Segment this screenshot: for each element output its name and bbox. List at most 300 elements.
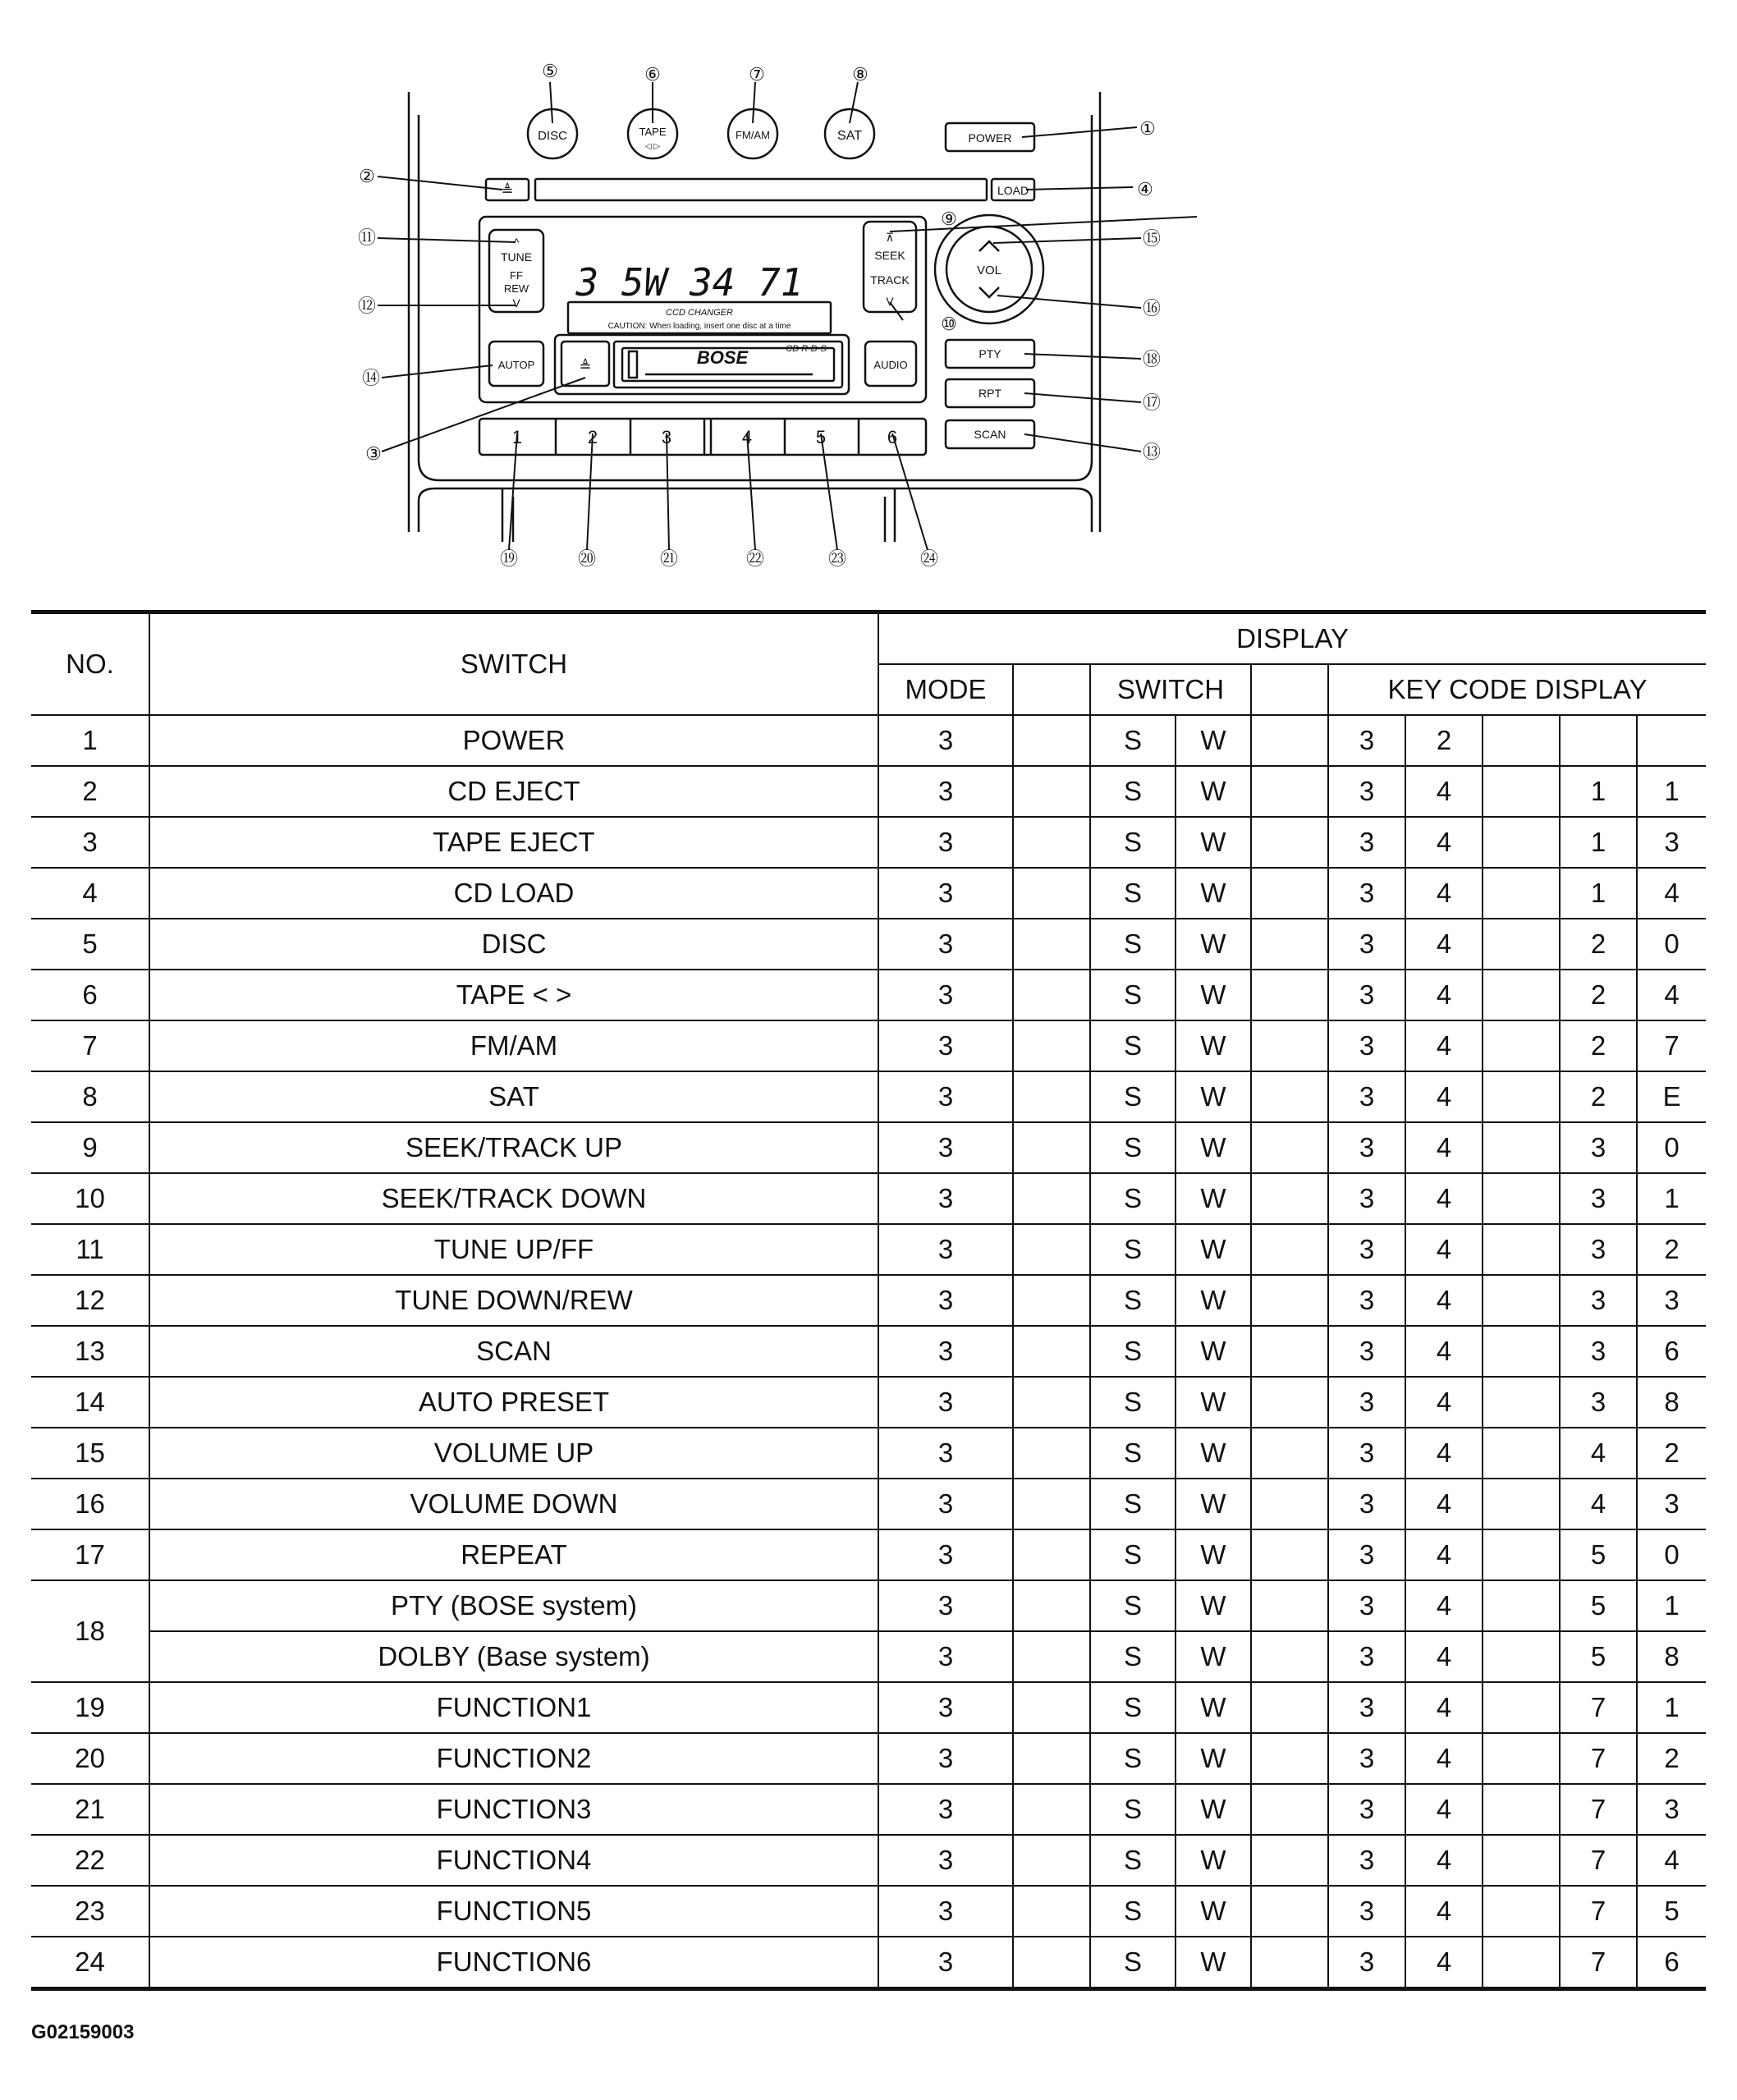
cell-key-4: 6 bbox=[1637, 1326, 1706, 1377]
cd-load-label: LOAD bbox=[997, 184, 1029, 197]
cell-blank bbox=[1013, 1173, 1090, 1224]
cell-switch: CD EJECT bbox=[149, 766, 878, 817]
header-blank-2 bbox=[1251, 664, 1328, 715]
table-row bbox=[31, 1224, 1706, 1275]
cell-key-2: 4 bbox=[1405, 1275, 1483, 1326]
cell-key-2: 4 bbox=[1405, 1428, 1483, 1479]
cell-no: 19 bbox=[31, 1682, 149, 1733]
rpt-button[interactable] bbox=[946, 379, 1034, 407]
cell-blank bbox=[1251, 1580, 1328, 1631]
tune-label: TUNE bbox=[500, 250, 533, 264]
cell-switch: TUNE UP/FF bbox=[149, 1224, 878, 1275]
cell-key-4 bbox=[1637, 715, 1706, 766]
cell-switch-w: W bbox=[1176, 1529, 1251, 1580]
cell-no: 4 bbox=[31, 868, 149, 919]
cell-blank bbox=[1013, 1479, 1090, 1529]
table-row bbox=[31, 1733, 1706, 1784]
cell-key-1: 3 bbox=[1328, 1326, 1405, 1377]
cell-blank bbox=[1483, 868, 1560, 919]
cell-blank bbox=[1483, 1377, 1560, 1428]
cd-slot bbox=[535, 179, 987, 200]
cell-switch-s: S bbox=[1090, 1733, 1176, 1784]
cell-switch-s: S bbox=[1090, 1937, 1176, 1989]
tune-up-arrow-icon: ^ bbox=[513, 236, 520, 249]
cell-blank bbox=[1483, 715, 1560, 766]
cell-key-3: 1 bbox=[1560, 766, 1637, 817]
cell-key-4: 0 bbox=[1637, 919, 1706, 970]
cell-key-1: 3 bbox=[1328, 1631, 1405, 1682]
cell-switch-w: W bbox=[1176, 817, 1251, 868]
cell-blank bbox=[1483, 1020, 1560, 1071]
cell-blank bbox=[1251, 1682, 1328, 1733]
cell-mode: 3 bbox=[878, 766, 1013, 817]
cell-no: 23 bbox=[31, 1886, 149, 1937]
cell-switch: REPEAT bbox=[149, 1529, 878, 1580]
cell-switch-s: S bbox=[1090, 919, 1176, 970]
cell-blank bbox=[1013, 1377, 1090, 1428]
cell-key-2: 4 bbox=[1405, 1071, 1483, 1122]
cell-key-3: 7 bbox=[1560, 1886, 1637, 1937]
cell-key-1: 3 bbox=[1328, 817, 1405, 868]
cell-mode: 3 bbox=[878, 1428, 1013, 1479]
radio-unit-diagram bbox=[0, 0, 1737, 591]
cell-key-3: 7 bbox=[1560, 1937, 1637, 1989]
cell-switch: PTY (BOSE system) bbox=[149, 1580, 878, 1631]
cell-mode: 3 bbox=[878, 1937, 1013, 1989]
fm-am-button-label: FM/AM bbox=[736, 129, 770, 141]
cell-key-2: 4 bbox=[1405, 766, 1483, 817]
cell-blank bbox=[1013, 817, 1090, 868]
cell-blank bbox=[1251, 1631, 1328, 1682]
cell-switch: TAPE EJECT bbox=[149, 817, 878, 868]
scan-label: SCAN bbox=[974, 428, 1006, 441]
cell-key-4: 4 bbox=[1637, 1835, 1706, 1886]
cell-blank bbox=[1251, 919, 1328, 970]
radio-unit-illustration bbox=[0, 0, 1737, 591]
seek-track-rocker[interactable] bbox=[864, 222, 916, 312]
lcd-display bbox=[568, 260, 831, 333]
cell-blank bbox=[1251, 1275, 1328, 1326]
cell-switch-s: S bbox=[1090, 1428, 1176, 1479]
cell-switch-w: W bbox=[1176, 970, 1251, 1020]
cd-changer-label: CCD CHANGER bbox=[666, 308, 733, 318]
pty-button[interactable] bbox=[946, 340, 1034, 368]
cell-mode: 3 bbox=[878, 1326, 1013, 1377]
cell-switch-w: W bbox=[1176, 1682, 1251, 1733]
table-row bbox=[31, 1835, 1706, 1886]
cell-blank bbox=[1013, 715, 1090, 766]
cell-blank bbox=[1251, 1377, 1328, 1428]
tape-deck bbox=[555, 335, 849, 394]
cell-blank bbox=[1483, 970, 1560, 1020]
cell-switch-w: W bbox=[1176, 1224, 1251, 1275]
cell-mode: 3 bbox=[878, 970, 1013, 1020]
cell-blank bbox=[1251, 1428, 1328, 1479]
cell-blank bbox=[1013, 1326, 1090, 1377]
cell-switch: CD LOAD bbox=[149, 868, 878, 919]
power-button[interactable] bbox=[946, 123, 1034, 151]
cell-blank bbox=[1483, 766, 1560, 817]
cell-key-2: 4 bbox=[1405, 1886, 1483, 1937]
cell-blank bbox=[1483, 1122, 1560, 1173]
caution-label: CAUTION: When loading, insert one disc at a time bbox=[607, 322, 791, 331]
cell-key-4: 8 bbox=[1637, 1377, 1706, 1428]
cell-key-2: 4 bbox=[1405, 1377, 1483, 1428]
cell-switch-s: S bbox=[1090, 1479, 1176, 1529]
table-header bbox=[31, 612, 1706, 716]
cell-blank bbox=[1013, 1071, 1090, 1122]
table-row bbox=[31, 1428, 1706, 1479]
table-row bbox=[31, 1937, 1706, 1989]
cell-no: 3 bbox=[31, 817, 149, 868]
cell-switch-s: S bbox=[1090, 1631, 1176, 1682]
table-row bbox=[31, 1020, 1706, 1071]
chassis-outline bbox=[409, 92, 1100, 542]
callout-11: ⑪ bbox=[357, 227, 377, 248]
sat-button-label: SAT bbox=[837, 129, 862, 143]
callout-24: ㉔ bbox=[919, 548, 939, 569]
cell-blank bbox=[1013, 919, 1090, 970]
cell-key-4: 3 bbox=[1637, 1479, 1706, 1529]
table-row bbox=[31, 868, 1706, 919]
cell-blank bbox=[1483, 1529, 1560, 1580]
cell-key-2: 4 bbox=[1405, 1224, 1483, 1275]
cell-blank bbox=[1013, 970, 1090, 1020]
cell-switch: AUTO PRESET bbox=[149, 1377, 878, 1428]
cell-switch-w: W bbox=[1176, 1886, 1251, 1937]
cell-blank bbox=[1483, 1580, 1560, 1631]
cell-no: 2 bbox=[31, 766, 149, 817]
cell-blank bbox=[1013, 1020, 1090, 1071]
cell-switch-w: W bbox=[1176, 868, 1251, 919]
cell-key-4: 1 bbox=[1637, 1682, 1706, 1733]
cell-key-3: 3 bbox=[1560, 1173, 1637, 1224]
cell-key-1: 3 bbox=[1328, 715, 1405, 766]
lcd-readout: 3 5W 34 71 bbox=[575, 260, 804, 305]
cell-blank bbox=[1013, 1631, 1090, 1682]
cell-key-1: 3 bbox=[1328, 1224, 1405, 1275]
cell-key-4: 2 bbox=[1637, 1733, 1706, 1784]
callout-6: ⑥ bbox=[644, 64, 661, 85]
callout-9: ⑨ bbox=[941, 209, 957, 229]
preset-1-button[interactable]: 1 bbox=[511, 427, 523, 447]
audio-button[interactable] bbox=[865, 342, 916, 386]
cell-blank bbox=[1483, 1937, 1560, 1989]
cell-no: 9 bbox=[31, 1122, 149, 1173]
cell-no: 22 bbox=[31, 1835, 149, 1886]
cell-no: 11 bbox=[31, 1224, 149, 1275]
cell-key-4: 1 bbox=[1637, 1173, 1706, 1224]
cell-key-1: 3 bbox=[1328, 1886, 1405, 1937]
pty-label: PTY bbox=[978, 347, 1001, 360]
cell-blank bbox=[1483, 1784, 1560, 1835]
cell-blank bbox=[1251, 1122, 1328, 1173]
cell-key-4: 8 bbox=[1637, 1631, 1706, 1682]
cell-switch-s: S bbox=[1090, 1529, 1176, 1580]
cell-key-1: 3 bbox=[1328, 1784, 1405, 1835]
cell-key-4: 1 bbox=[1637, 766, 1706, 817]
cell-switch-s: S bbox=[1090, 1173, 1176, 1224]
cell-no: 21 bbox=[31, 1784, 149, 1835]
cell-key-3: 5 bbox=[1560, 1580, 1637, 1631]
cell-switch-w: W bbox=[1176, 1020, 1251, 1071]
header-display: DISPLAY bbox=[878, 612, 1706, 665]
cell-blank bbox=[1483, 817, 1560, 868]
cell-switch-s: S bbox=[1090, 868, 1176, 919]
cell-no: 7 bbox=[31, 1020, 149, 1071]
sat-button[interactable] bbox=[825, 109, 874, 158]
cell-key-1: 3 bbox=[1328, 1020, 1405, 1071]
cell-no: 6 bbox=[31, 970, 149, 1020]
cell-no: 16 bbox=[31, 1479, 149, 1529]
cell-blank bbox=[1251, 1173, 1328, 1224]
cell-key-4: 2 bbox=[1637, 1428, 1706, 1479]
preset-6-button[interactable]: 6 bbox=[887, 427, 898, 447]
cell-switch-w: W bbox=[1176, 1122, 1251, 1173]
cell-key-1: 3 bbox=[1328, 1479, 1405, 1529]
callout-3: ③ bbox=[365, 443, 382, 464]
preset-2-button[interactable]: 2 bbox=[587, 427, 598, 447]
callout-17: ⑰ bbox=[1142, 392, 1162, 413]
cell-key-1: 3 bbox=[1328, 1937, 1405, 1989]
cell-key-4: 3 bbox=[1637, 1275, 1706, 1326]
table-row bbox=[31, 1122, 1706, 1173]
audio-label: AUDIO bbox=[873, 359, 908, 371]
rds-logo: CD R·D·S bbox=[786, 344, 827, 354]
cell-blank bbox=[1483, 1224, 1560, 1275]
cell-key-3: 4 bbox=[1560, 1479, 1637, 1529]
cell-switch-w: W bbox=[1176, 1479, 1251, 1529]
cell-key-2: 4 bbox=[1405, 1682, 1483, 1733]
cell-blank bbox=[1251, 817, 1328, 868]
cell-key-4: 3 bbox=[1637, 1784, 1706, 1835]
cell-switch: DISC bbox=[149, 919, 878, 970]
cell-switch: POWER bbox=[149, 715, 878, 766]
cell-key-1: 3 bbox=[1328, 868, 1405, 919]
cell-key-3: 3 bbox=[1560, 1377, 1637, 1428]
seek-down-arrow-icon: V bbox=[886, 295, 894, 308]
cell-blank bbox=[1013, 1122, 1090, 1173]
cell-key-1: 3 bbox=[1328, 970, 1405, 1020]
cell-key-1: 3 bbox=[1328, 1733, 1405, 1784]
callout-15: ⑮ bbox=[1142, 228, 1162, 249]
cell-key-2: 4 bbox=[1405, 1020, 1483, 1071]
cell-blank bbox=[1483, 1071, 1560, 1122]
bose-logo: BOSE bbox=[696, 347, 749, 368]
cell-key-2: 4 bbox=[1405, 1937, 1483, 1989]
tune-down-arrow-icon: V bbox=[512, 296, 520, 309]
header-no: NO. bbox=[31, 612, 149, 716]
callout-16: ⑯ bbox=[1142, 298, 1162, 319]
cell-key-1: 3 bbox=[1328, 1682, 1405, 1733]
cell-switch-w: W bbox=[1176, 1580, 1251, 1631]
cell-switch: VOLUME DOWN bbox=[149, 1479, 878, 1529]
cell-switch-w: W bbox=[1176, 766, 1251, 817]
preset-5-button[interactable]: 5 bbox=[815, 427, 827, 447]
cell-mode: 3 bbox=[878, 1275, 1013, 1326]
cell-key-2: 4 bbox=[1405, 1326, 1483, 1377]
cell-key-3: 5 bbox=[1560, 1631, 1637, 1682]
cell-key-4: 6 bbox=[1637, 1937, 1706, 1989]
cell-key-1: 3 bbox=[1328, 1173, 1405, 1224]
cell-switch-w: W bbox=[1176, 1937, 1251, 1989]
preset-3-button[interactable]: 3 bbox=[661, 427, 672, 447]
cell-key-2: 4 bbox=[1405, 1122, 1483, 1173]
cell-switch-s: S bbox=[1090, 1275, 1176, 1326]
cell-blank bbox=[1483, 1886, 1560, 1937]
cell-mode: 3 bbox=[878, 1580, 1013, 1631]
cell-switch: DOLBY (Base system) bbox=[149, 1631, 878, 1682]
tape-direction-icon: ◁ ▷ bbox=[644, 142, 661, 151]
cell-key-4: 2 bbox=[1637, 1224, 1706, 1275]
cell-switch: FUNCTION6 bbox=[149, 1937, 878, 1989]
cell-blank bbox=[1251, 1071, 1328, 1122]
cell-switch: TUNE DOWN/REW bbox=[149, 1275, 878, 1326]
cell-blank bbox=[1251, 970, 1328, 1020]
volume-knob[interactable] bbox=[935, 215, 1043, 323]
cell-no: 1 bbox=[31, 715, 149, 766]
cell-key-2: 4 bbox=[1405, 1479, 1483, 1529]
autop-label: AUTOP bbox=[497, 359, 535, 371]
disc-button-label: DISC bbox=[538, 129, 567, 143]
cell-no: 8 bbox=[31, 1071, 149, 1122]
cell-key-4: 5 bbox=[1637, 1886, 1706, 1937]
table-row bbox=[31, 1631, 1706, 1682]
tape-eject-icon: ≜ bbox=[579, 358, 592, 374]
cell-key-1: 3 bbox=[1328, 1275, 1405, 1326]
callout-23: ㉓ bbox=[827, 548, 847, 569]
cell-switch-w: W bbox=[1176, 1784, 1251, 1835]
cell-blank bbox=[1251, 1020, 1328, 1071]
cell-blank bbox=[1251, 1326, 1328, 1377]
cell-switch: FUNCTION1 bbox=[149, 1682, 878, 1733]
seek-label: SEEK bbox=[874, 249, 905, 262]
cell-blank bbox=[1013, 1682, 1090, 1733]
cell-blank bbox=[1013, 1428, 1090, 1479]
cell-key-2: 4 bbox=[1405, 1733, 1483, 1784]
cell-blank bbox=[1251, 1479, 1328, 1529]
cell-key-1: 3 bbox=[1328, 1071, 1405, 1122]
cell-key-3: 3 bbox=[1560, 1275, 1637, 1326]
cell-switch-w: W bbox=[1176, 919, 1251, 970]
cell-key-2: 4 bbox=[1405, 1529, 1483, 1580]
cell-blank bbox=[1013, 1784, 1090, 1835]
cell-switch-s: S bbox=[1090, 1224, 1176, 1275]
callout-5: ⑤ bbox=[542, 61, 558, 81]
cell-no: 12 bbox=[31, 1275, 149, 1326]
cell-blank bbox=[1483, 1631, 1560, 1682]
callout-19: ⑲ bbox=[499, 548, 519, 569]
cell-key-2: 4 bbox=[1405, 1631, 1483, 1682]
cell-blank bbox=[1013, 868, 1090, 919]
cell-blank bbox=[1251, 1529, 1328, 1580]
callout-13: ⑬ bbox=[1142, 442, 1162, 462]
cell-blank bbox=[1251, 1886, 1328, 1937]
cell-key-4: 4 bbox=[1637, 868, 1706, 919]
table-row bbox=[31, 1784, 1706, 1835]
cell-key-3: 1 bbox=[1560, 868, 1637, 919]
key-code-table bbox=[31, 610, 1706, 1991]
callout-20: ⑳ bbox=[577, 548, 597, 569]
callout-7: ⑦ bbox=[749, 64, 765, 85]
scan-button[interactable] bbox=[946, 420, 1034, 448]
cell-key-4: 3 bbox=[1637, 817, 1706, 868]
cell-key-3: 3 bbox=[1560, 1224, 1637, 1275]
cell-switch-w: W bbox=[1176, 1835, 1251, 1886]
cell-blank bbox=[1013, 1886, 1090, 1937]
cell-key-2: 4 bbox=[1405, 868, 1483, 919]
cell-key-3: 3 bbox=[1560, 1122, 1637, 1173]
cell-switch-w: W bbox=[1176, 1071, 1251, 1122]
table-row bbox=[31, 1326, 1706, 1377]
callout-4: ④ bbox=[1137, 179, 1153, 199]
callout-18: ⑱ bbox=[1142, 349, 1162, 369]
cell-switch: FUNCTION5 bbox=[149, 1886, 878, 1937]
cell-switch: VOLUME UP bbox=[149, 1428, 878, 1479]
cell-switch: FUNCTION3 bbox=[149, 1784, 878, 1835]
cell-no: 20 bbox=[31, 1733, 149, 1784]
table-row bbox=[31, 1886, 1706, 1937]
cell-switch-s: S bbox=[1090, 1326, 1176, 1377]
cell-mode: 3 bbox=[878, 1682, 1013, 1733]
cell-switch-s: S bbox=[1090, 715, 1176, 766]
table-row bbox=[31, 715, 1706, 766]
cell-key-2: 4 bbox=[1405, 1580, 1483, 1631]
cell-switch-s: S bbox=[1090, 970, 1176, 1020]
cell-key-3: 2 bbox=[1560, 1071, 1637, 1122]
seek-up-arrow-icon: ⊼ bbox=[885, 231, 895, 244]
callout-21: ㉑ bbox=[659, 548, 679, 569]
cell-key-3: 2 bbox=[1560, 1020, 1637, 1071]
cell-switch: FM/AM bbox=[149, 1020, 878, 1071]
cell-blank bbox=[1251, 1835, 1328, 1886]
cell-no: 15 bbox=[31, 1428, 149, 1479]
vol-label: VOL bbox=[976, 264, 1002, 277]
cell-mode: 3 bbox=[878, 1835, 1013, 1886]
cell-switch-s: S bbox=[1090, 1886, 1176, 1937]
cell-switch-s: S bbox=[1090, 1784, 1176, 1835]
cell-key-1: 3 bbox=[1328, 1428, 1405, 1479]
cell-mode: 3 bbox=[878, 1020, 1013, 1071]
cell-no: 13 bbox=[31, 1326, 149, 1377]
cell-no: 18 bbox=[31, 1580, 149, 1682]
cell-switch-s: S bbox=[1090, 817, 1176, 868]
cell-switch-s: S bbox=[1090, 1020, 1176, 1071]
cell-blank bbox=[1483, 1682, 1560, 1733]
autop-button[interactable] bbox=[489, 342, 543, 386]
cell-blank bbox=[1013, 766, 1090, 817]
preset-4-button[interactable]: 4 bbox=[741, 427, 753, 447]
cell-key-3: 3 bbox=[1560, 1326, 1637, 1377]
cell-key-1: 3 bbox=[1328, 766, 1405, 817]
cell-mode: 3 bbox=[878, 1529, 1013, 1580]
cell-switch: FUNCTION4 bbox=[149, 1835, 878, 1886]
header-switch-sub: SWITCH bbox=[1090, 664, 1251, 715]
cell-switch: SEEK/TRACK UP bbox=[149, 1122, 878, 1173]
callout-1: ① bbox=[1139, 118, 1156, 139]
power-button-label: POWER bbox=[968, 131, 1012, 144]
cell-key-1: 3 bbox=[1328, 919, 1405, 970]
cell-switch-s: S bbox=[1090, 1377, 1176, 1428]
cell-switch-w: W bbox=[1176, 1631, 1251, 1682]
cell-key-2: 2 bbox=[1405, 715, 1483, 766]
cell-blank bbox=[1251, 1937, 1328, 1989]
cell-switch-s: S bbox=[1090, 1580, 1176, 1631]
cell-blank bbox=[1013, 1224, 1090, 1275]
cell-blank bbox=[1013, 1733, 1090, 1784]
cell-key-1: 3 bbox=[1328, 1835, 1405, 1886]
cell-key-3: 1 bbox=[1560, 817, 1637, 868]
